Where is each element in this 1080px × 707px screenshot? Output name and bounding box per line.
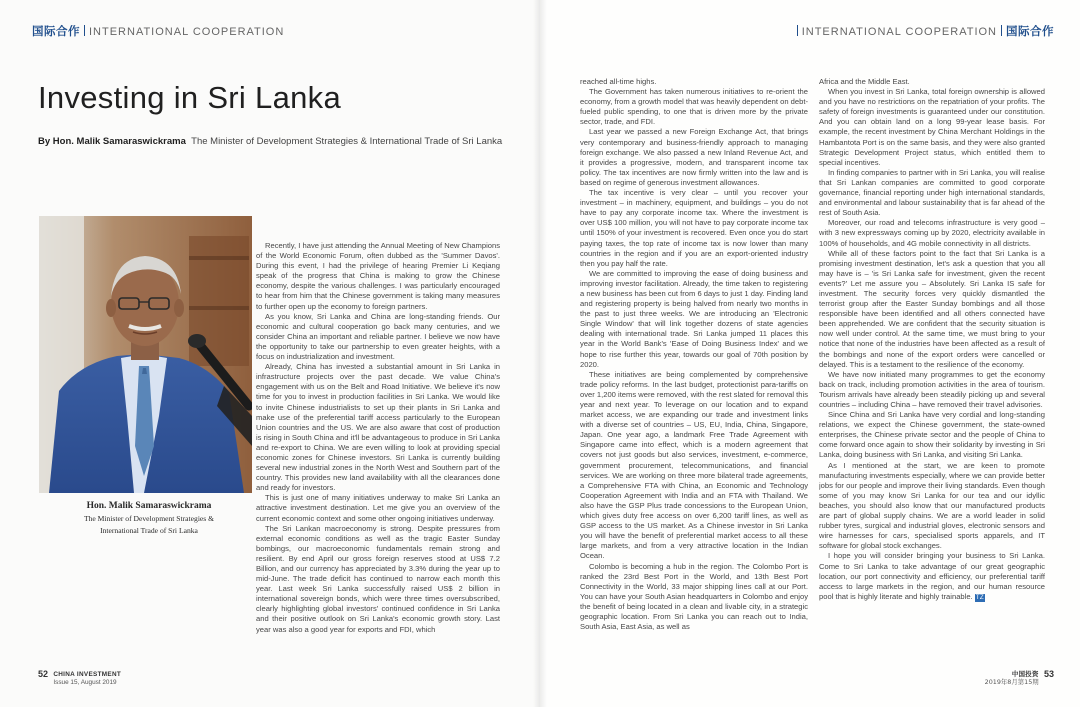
paragraph: In finding companies to partner with in Sri Lanka, you will realise that Sri Lankan companies are committed to good corporate governance, financial reporting under high international standards, and environmental and labour sustainability that is far ahead of the rest of South Asia. bbox=[819, 167, 1045, 218]
divider bbox=[84, 25, 85, 36]
paragraph: Moreover, our road and telecoms infrastructure is very good – with 3 new expressways coming up by 2020, electricity available in 100% of households, and 4G mobile connectivity in all districts. bbox=[819, 218, 1045, 248]
section-tag-cn: 国际合作 bbox=[1006, 24, 1054, 38]
publication-name-cn: 中国投资 bbox=[1011, 670, 1039, 678]
section-tag-left bbox=[32, 23, 284, 39]
footer-left bbox=[38, 671, 121, 686]
paragraph: While all of these factors point to the fact that Sri Lanka is a promising investment destination, let's ask a question that you all may have is – 'is Sri Lanka safe for investment, given the recent events?' Let me assure you – Absolutely. Sri Lanka IS safe for investment. The security forces very quickly dismantled the terrorist group after the Easter Sunday bombings and all those responsible have been identified and all others connected have been apprehended. We are confident that the security situation is now well under control. At the same time, we must bring to your notice that none of the industries have been affected as a result of the bombings and none of the export orders were cancelled or delayed. This is a testament to the resilience of the economy. bbox=[819, 248, 1045, 369]
section-tag-en: INTERNATIONAL COOPERATION bbox=[801, 26, 997, 38]
paragraph: As you know, Sri Lanka and China are long-standing friends. Our economic and cultural cooperation go back many centuries, and we consider China an important and reliable partner. I believe we now have the opportunity to take our partnership to even greater heights, with a focus on industrialization and investment. bbox=[256, 311, 500, 362]
paragraph: Since China and Sri Lanka have very cordial and long-standing relations, we expect the Chinese government, the state-owned enterprises, the Chinese private sector and the people of China to come forward once again to show their solidarity by investing in Sri Lanka, doing business with Sri Lanka, and visiting Sri Lanka. bbox=[819, 410, 1045, 460]
caption-line-2: International Trade of Sri Lanka bbox=[100, 526, 198, 535]
caption-name: Hon. Malik Samaraswickrama bbox=[86, 501, 212, 511]
paragraph: The Government has taken numerous initiatives to re-orient the economy, from a growth model that was heavily dependent on debt-fueled public spending, to one that is driven more by the private sector, trade, and FDI. bbox=[580, 87, 808, 127]
issue-label-cn: 2019年8月第15期 bbox=[984, 677, 1039, 686]
paragraph: The Sri Lankan macroeconomy is strong. Despite pressures from external economic conditions as well as the tragic Easter Sunday bombings, our macroeconomic fundamentals remain strong and resilient. By end April our gross foreign reserves stood at US$ 7.2 Billion, and our currency has appreciated by 3.3% during the year up to mid-June. The trade deficit has continued to narrow each month this year. Last week Sri Lanka successfully raised US$ 2 billion in international sovereign bonds, which were three times oversubscribed, clearly highlighting global investors' continued confidence in Sri Lanka and their positive outlook on Sri Lanka's economic growth story. Last year was also a good year for exports and FDI, which bbox=[256, 523, 500, 634]
article-column-2 bbox=[580, 77, 808, 677]
byline-author: By Hon. Malik Samaraswickrama bbox=[38, 136, 186, 147]
caption-line-1: The Minister of Development Strategies & bbox=[83, 514, 215, 523]
article-title: Investing in Sri Lanka bbox=[38, 80, 341, 115]
divider bbox=[1001, 25, 1002, 36]
paragraph: This is just one of many initiatives underway to make Sri Lanka an attractive investment destination. Let me give you an overview of the current economic context and some other ongoing initiatives underway. bbox=[256, 493, 500, 523]
article-column-3 bbox=[819, 77, 1045, 677]
paragraph: We have now initiated many programmes to get the economy back on track, including promotion activities in the area of tourism. Tourism arrivals have already been steadily picking up and several countries – including China – have removed their travel advisories. bbox=[819, 369, 1045, 409]
paragraph: As I mentioned at the start, we are keen to promote manufacturing investments especially, where we can provide better jobs for our people and improve their living standards. Even though some of you may know Sri Lanka for our tea and our idyllic beaches, you should also know that our manufactured products are part of global supply chains. We are a world leader in solid rubber tyres, surgical and industrial gloves, electronic sensors and wire harnesses for cars, specialised sports apparels, and IT software for global stock exchanges. bbox=[819, 460, 1045, 551]
paragraph: reached all-time highs. bbox=[580, 77, 657, 86]
article-column-1 bbox=[256, 241, 500, 677]
publication-name: CHINA INVESTMENT bbox=[53, 671, 122, 678]
paragraph: These initiatives are being complemented by comprehensive trade policy reforms. In the last budget, protectionist para-tariffs on over 1,200 items were removed, with the rest slated for removal this year and next year. To leverage on our location and to expand market access, we are expanding our trade and investment links with a diverse set of countries – US, EU, India, China, Singapore, Japan. One year ago, a landmark Free Trade Agreement with Singapore came into effect, which is a modern agreement that covers not just goods but also services, investment, e-commerce, government procurement, telecommunications, and financial services. We are working on three more bilateral trade agreements, a Comprehensive FTA with China, an Economic and Technology Cooperation Agreement with India and an FTA with Thailand. We also have the GSP Plus trade concessions to the European Union, which gives duty free access on over 6,200 tariff lines, as well as GSP access to the US market. As a Chinese investor in Sri Lanka you will have the benefit of preferential market access to all these large markets, and from a very attractive location in the Indian Ocean. bbox=[580, 369, 808, 561]
issue-label: Issue 15, August 2019 bbox=[53, 678, 117, 686]
page-gutter bbox=[533, 0, 547, 707]
section-tag-cn: 国际合作 bbox=[32, 24, 80, 38]
paragraph bbox=[819, 551, 1045, 601]
end-mark-icon: TZ bbox=[975, 593, 984, 601]
byline-role: The Minister of Development Strategies & International Trade of Sri Lanka bbox=[191, 136, 503, 147]
paragraph: Last year we passed a new Foreign Exchange Act, that brings very contemporary and business-friendly approach to managing foreign exchange. We also passed a new Inland Revenue Act, and it provides a progressive, modern, and transparent income tax policy. The tax incentives are now firmly written into the law and is based on regime of generous investment allowances. bbox=[580, 127, 808, 187]
page-number: 52 bbox=[38, 669, 49, 679]
paragraph: Africa and the Middle East. bbox=[819, 77, 910, 86]
section-tag-right bbox=[793, 23, 1054, 39]
photo-caption bbox=[79, 500, 219, 537]
section-tag-en: INTERNATIONAL COOPERATION bbox=[89, 26, 285, 38]
paragraph: When you invest in Sri Lanka, total foreign ownership is allowed and you have no restrictions on the repatriation of your profits. The safety of foreign investments is guaranteed under our constitution. And you can obtain land on a long 99-year lease basis. For example, the recent investment by China Merchant Holdings in the Hambantota Port is on the same basis, and they were also granted Strategic Development Project status, which entitled them to special incentives. bbox=[819, 87, 1045, 167]
paragraph: Already, China has invested a substantial amount in Sri Lanka in infrastructure projects over the past decade. We value China's engagement with us on the Belt and Road Initiative. We believe it's now time for you to invest in production facilities in Sri Lanka. We would like to invite Chinese industrialists to set up their plants in Sri Lanka and make use of the preferential tariff access particularly to the European Union countries and the US. We are also aware that cost of production is rising in South China and it'll be advantageous to produce in Sri Lanka and re-export to China. We are even willing to look at providing special economic zones for Chinese investors. Sri Lanka is currently building several new industrial zones in the North West and Southern part of the country. This provides new land availability with all the clearances done and ready for investors. bbox=[256, 362, 500, 493]
closing-paragraph: I hope you will consider bringing your business to Sri Lanka. Come to Sri Lanka to take advantage of our great geographic location, our port connectivity and efficiency, our preferential tariff access to large markets in the region, and our human resource pool that is highly literate and highly trainable. bbox=[819, 551, 1045, 601]
byline bbox=[38, 136, 502, 147]
divider bbox=[797, 25, 798, 36]
paragraph: The tax incentive is very clear – until you recover your investment – in machinery, equipment, and buildings – you do not have to pay any corporate income tax. Where the investment is over US$ 100 million, you will not have to pay corporate income tax until 150% of your investment is recovered. Even once you do start paying taxes, the top rate of income tax is now lower than many countries in the region and if you are an export-oriented industry then you pay half the rate. bbox=[580, 188, 808, 268]
paragraph: Colombo is becoming a hub in the region. The Colombo Port is ranked the 23rd Best Port in the World, and 13th Best Port Connectivity in the World, 33 major shipping lines call at our Port. You can have your South Asian headquarters in Colombo and enjoy the benefit of being located in a clean and livable city, in a strategic geographic location. From Sri Lanka you can reach out to India, South Asia, East Asia, as well as bbox=[580, 561, 808, 632]
paragraph: Recently, I have just attending the Annual Meeting of New Champions of the World Economic Forum, often dubbed as the 'Summer Davos'. During this event, I had the privilege of hearing Premier Li Keqiang speak of the progress that China is making to grow the Chinese economy, despite the various challenges. I was particularly encouraged to hear from him that the Chinese government is taking many measures to further open up the economy to foreign partners. bbox=[256, 241, 500, 311]
author-photo bbox=[39, 216, 252, 493]
paragraph: We are committed to improving the ease of doing business and improving investor facilitation. Already, the time taken to registering a new business has been cut from 6 days to just 1 day. Finding land and registering property is being halved from nearly two months in the past to just three weeks. We are introducing an 'Electronic Single Window' that will link together dozens of state agencies dealing with international trade. Sri Lanka jumped 11 places this year in the World Bank's 'Ease of Doing Business Index' and we hope to rise further this year, towards our goal of 70th position by 2020. bbox=[580, 268, 808, 369]
page-number: 53 bbox=[1043, 669, 1054, 679]
